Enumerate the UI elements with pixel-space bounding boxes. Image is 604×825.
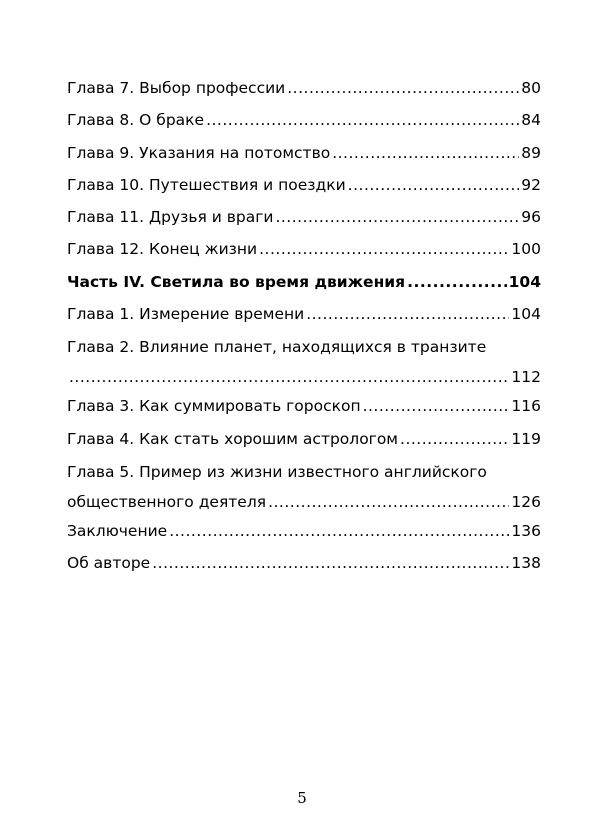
toc-entry[interactable]: [67, 425, 541, 457]
toc-leader-dots: [363, 392, 510, 420]
toc-entry-page: 96: [521, 208, 541, 227]
toc-leader-dots: [268, 487, 509, 517]
toc-entry[interactable]: [67, 300, 541, 332]
toc-entry-title: Об авторе: [67, 554, 151, 573]
toc-part-heading[interactable]: [67, 268, 541, 300]
toc-leader-dots: [169, 517, 509, 545]
toc-entry-page: 119: [511, 429, 541, 448]
toc-entry-title: Глава 12. Конец жизни: [67, 240, 258, 259]
toc-entry[interactable]: [67, 457, 541, 517]
toc-entry-title: Глава 7. Выбор профессии: [67, 79, 286, 97]
toc-entry[interactable]: [67, 106, 541, 138]
toc-leader-dots: [206, 106, 519, 134]
toc-entry-page: 138: [511, 554, 541, 573]
toc-leader-dots: [306, 300, 509, 328]
toc-entry-page: 104: [511, 305, 541, 324]
toc-entry[interactable]: [67, 171, 541, 203]
toc-entry[interactable]: [67, 549, 541, 581]
toc-entry-title: Глава 2. Влияние планет, находящихся в транзите: [67, 338, 487, 357]
toc-leader-dots: [259, 235, 509, 263]
toc-entry-title: Глава 4. Как стать хорошим астрологом: [67, 429, 399, 448]
toc-entry-page: 89: [521, 143, 541, 162]
toc-entry[interactable]: [67, 235, 541, 267]
toc-entry-page: 104: [508, 272, 541, 291]
toc-entry-title: Глава 1. Измерение времени: [67, 305, 305, 324]
toc-entry-title: Глава 10. Путешествия и поездки: [67, 175, 346, 194]
toc-entry-page: 136: [511, 521, 541, 540]
page-number: 5: [297, 789, 307, 807]
toc-leader-dots: [69, 362, 509, 392]
toc-entry-title: Глава 3. Как суммировать гороскоп: [67, 397, 361, 416]
toc-leader-dots: [407, 268, 507, 296]
toc-entry-title: Глава 5. Пример из жизни известного английского: [67, 462, 487, 481]
toc-entry-title: Глава 11. Друзья и враги: [67, 208, 274, 227]
toc-entry[interactable]: [67, 139, 541, 171]
table-of-contents: [67, 74, 541, 582]
toc-entry[interactable]: [67, 517, 541, 549]
toc-entry-title: Глава 9. Указания на потомство: [67, 143, 331, 162]
toc-entry[interactable]: [67, 203, 541, 235]
toc-leader-dots: [287, 74, 519, 102]
toc-entry-title-continued: общественного деятеля: [67, 492, 267, 511]
toc-leader-dots: [400, 425, 509, 453]
toc-entry[interactable]: [67, 392, 541, 424]
toc-entry[interactable]: [67, 332, 541, 392]
toc-entry-page: 84: [521, 111, 541, 130]
toc-entry-page: 80: [521, 79, 541, 97]
toc-leader-dots: [332, 139, 519, 167]
toc-entry-page: 112: [511, 368, 541, 387]
toc-entry-page: 116: [511, 397, 541, 416]
toc-entry-page: 92: [521, 175, 541, 194]
toc-entry-title: Часть IV. Светила во время движения: [67, 272, 406, 291]
toc-entry-page: 100: [511, 240, 541, 259]
toc-leader-dots: [275, 203, 519, 231]
toc-entry-title: Глава 8. О браке: [67, 111, 205, 130]
toc-entry[interactable]: [67, 74, 541, 106]
toc-entry-title: Заключение: [67, 521, 168, 540]
toc-leader-dots: [152, 549, 509, 577]
toc-entry-page: 126: [511, 492, 541, 511]
toc-leader-dots: [348, 171, 520, 199]
